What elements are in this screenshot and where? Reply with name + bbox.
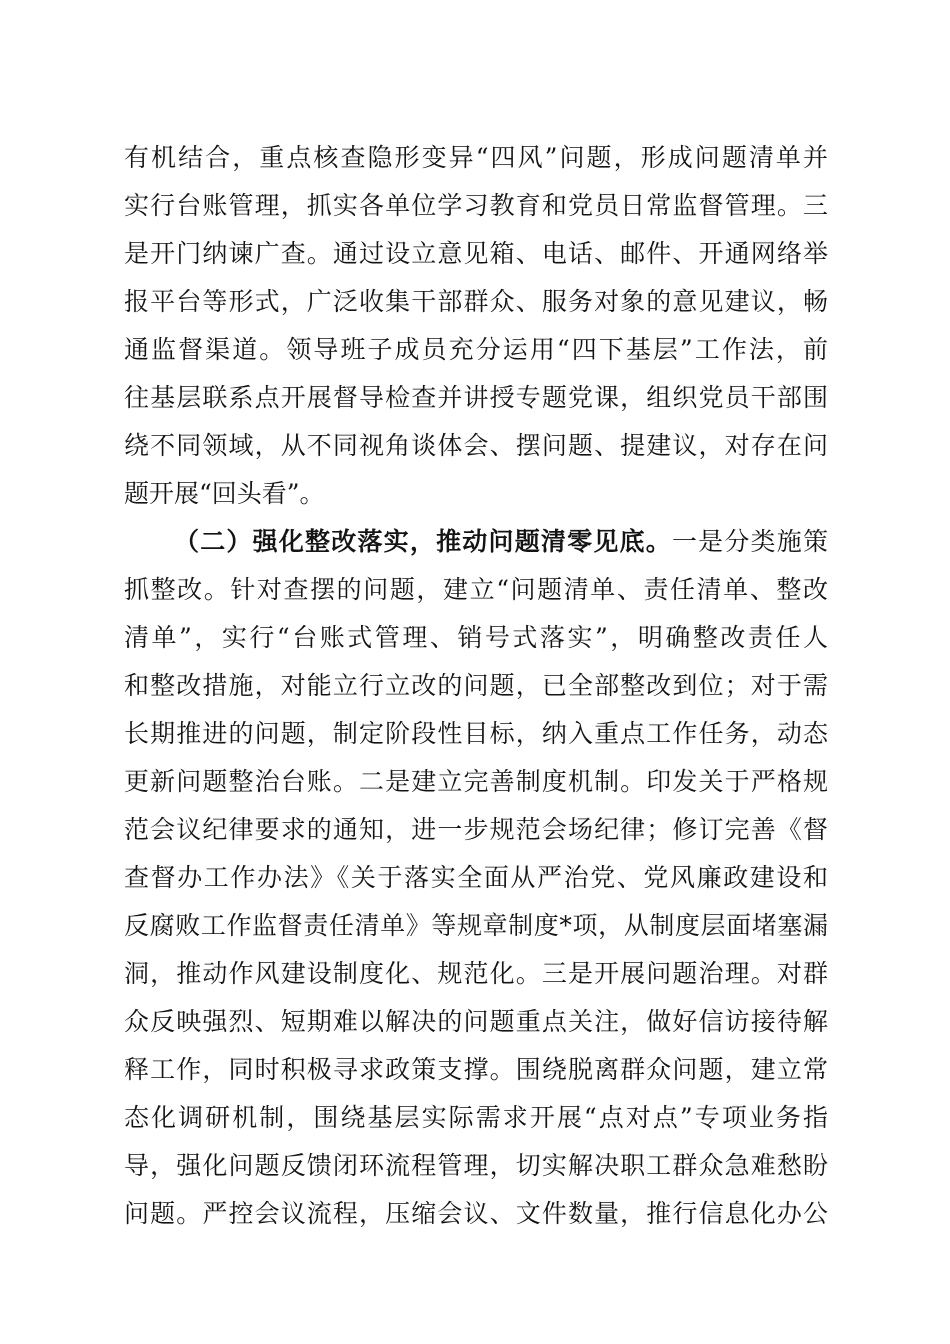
body-line: 和整改措施，对能立行立改的问题，已全部整改到位；对于需	[124, 671, 828, 700]
body-line: 导，强化问题反馈闭环流程管理，切实解决职工群众急难愁盼	[124, 1151, 828, 1180]
body-line: 释工作，同时积极寻求政策支撑。围绕脱离群众问题，建立常	[124, 1055, 828, 1084]
body-line: 是开门纳谏广查。通过设立意见箱、电话、邮件、开通网络举	[124, 239, 828, 268]
body-line: 洞，推动作风建设制度化、规范化。三是开展问题治理。对群	[124, 959, 828, 988]
body-line: 态化调研机制，围绕基层实际需求开展“点对点”专项业务指	[124, 1103, 828, 1132]
section-heading: （二）强化整改落实，推动问题清零见底。	[174, 527, 672, 556]
body-line: 范会议纪律要求的通知，进一步规范会场纪律；修订完善《督	[124, 815, 828, 844]
body-line: 实行台账管理，抓实各单位学习教育和党员日常监督管理。三	[124, 191, 828, 220]
section-heading-continuation: 一是分类施策	[671, 527, 828, 556]
body-line: 报平台等形式，广泛收集干部群众、服务对象的意见建议，畅	[124, 287, 828, 316]
body-line: 问题。严控会议流程，压缩会议、文件数量，推行信息化办公	[124, 1199, 828, 1228]
body-line: 众反映强烈、短期难以解决的问题重点关注，做好信访接待解	[124, 1007, 828, 1036]
body-line: 反腐败工作监督责任清单》等规章制度*项，从制度层面堵塞漏	[124, 911, 828, 940]
body-line: 清单”，实行“台账式管理、销号式落实”，明确整改责任人	[124, 623, 828, 652]
body-line: 查督办工作办法》《关于落实全面从严治党、党风廉政建设和	[124, 863, 828, 892]
body-line: 往基层联系点开展督导检查并讲授专题党课，组织党员干部围	[124, 383, 828, 412]
body-line: 有机结合，重点核查隐形变异“四风”问题，形成问题清单并	[124, 143, 828, 172]
body-line: 更新问题整治台账。二是建立完善制度机制。印发关于严格规	[124, 767, 828, 796]
body-line: 题开展“回头看”。	[124, 479, 325, 508]
section-heading-line	[174, 520, 828, 564]
body-line: 抓整改。针对查摆的问题，建立“问题清单、责任清单、整改	[124, 575, 828, 604]
body-line: 长期推进的问题，制定阶段性目标，纳入重点工作任务，动态	[124, 719, 828, 748]
body-line: 通监督渠道。领导班子成员充分运用“四下基层”工作法，前	[124, 335, 828, 364]
body-line: 绕不同领域，从不同视角谈体会、摆问题、提建议，对存在问	[124, 431, 828, 460]
